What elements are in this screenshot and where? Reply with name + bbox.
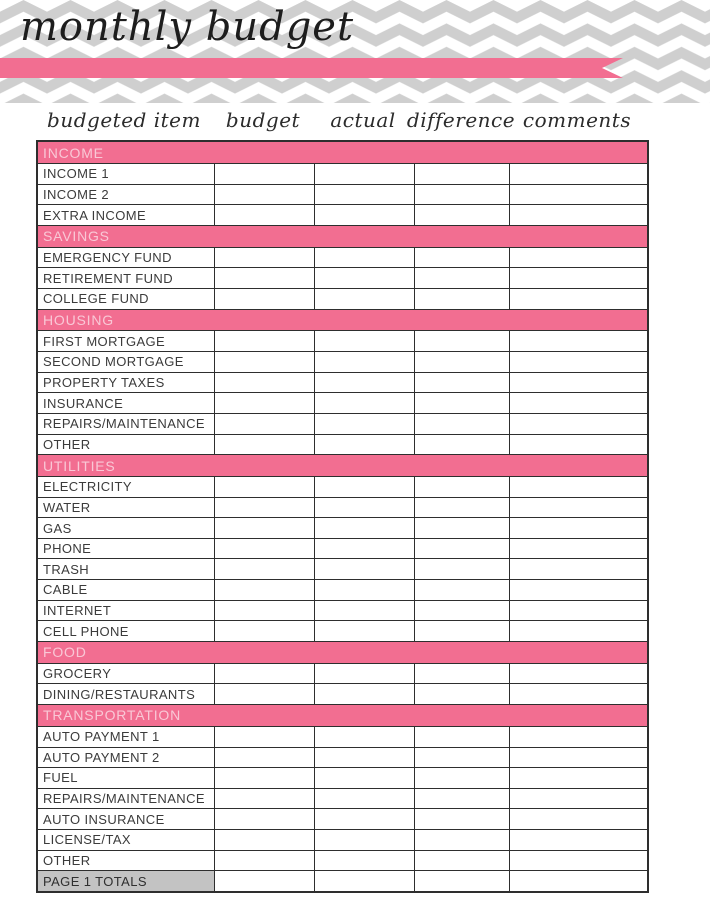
actual-cell xyxy=(314,788,414,809)
actual-cell xyxy=(314,268,414,289)
section-title: UTILITIES xyxy=(37,455,648,477)
budget-cell xyxy=(214,768,314,789)
actual-cell xyxy=(314,559,414,580)
comments-cell xyxy=(509,331,648,352)
actual-cell xyxy=(314,663,414,684)
comments-cell xyxy=(509,871,648,892)
actual-cell xyxy=(314,164,414,185)
row-label: AUTO PAYMENT 2 xyxy=(37,747,214,768)
difference-cell xyxy=(414,809,509,830)
difference-cell xyxy=(414,518,509,539)
actual-cell xyxy=(314,288,414,309)
budget-cell xyxy=(214,434,314,455)
budget-cell xyxy=(214,600,314,621)
section-title: TRANSPORTATION xyxy=(37,705,648,727)
difference-cell xyxy=(414,184,509,205)
difference-cell xyxy=(414,768,509,789)
column-header-comments: comments xyxy=(522,108,632,132)
row-label: FIRST MORTGAGE xyxy=(37,331,214,352)
comments-cell xyxy=(509,184,648,205)
budget-cell xyxy=(214,247,314,268)
comments-cell xyxy=(509,497,648,518)
row-label: INSURANCE xyxy=(37,393,214,414)
actual-cell xyxy=(314,726,414,747)
budget-cell xyxy=(214,871,314,892)
section-header-income xyxy=(37,141,648,164)
comments-cell xyxy=(509,809,648,830)
difference-cell xyxy=(414,434,509,455)
difference-cell xyxy=(414,621,509,642)
row-label: AUTO INSURANCE xyxy=(37,809,214,830)
table-row xyxy=(37,477,648,498)
table-row xyxy=(37,372,648,393)
budget-cell xyxy=(214,518,314,539)
section-header-housing xyxy=(37,309,648,331)
comments-cell xyxy=(509,621,648,642)
column-header-actual: actual xyxy=(330,108,396,132)
actual-cell xyxy=(314,538,414,559)
budget-cell xyxy=(214,580,314,601)
table-row xyxy=(37,205,648,226)
actual-cell xyxy=(314,850,414,871)
comments-cell xyxy=(509,164,648,185)
comments-cell xyxy=(509,559,648,580)
difference-cell xyxy=(414,871,509,892)
row-label: FUEL xyxy=(37,768,214,789)
table-row xyxy=(37,352,648,373)
section-title: FOOD xyxy=(37,641,648,663)
pink-ribbon-banner xyxy=(0,58,623,78)
row-label: CELL PHONE xyxy=(37,621,214,642)
comments-cell xyxy=(509,518,648,539)
budget-cell xyxy=(214,288,314,309)
actual-cell xyxy=(314,518,414,539)
table-row xyxy=(37,184,648,205)
row-label: PAGE 1 TOTALS xyxy=(37,871,214,892)
difference-cell xyxy=(414,829,509,850)
difference-cell xyxy=(414,393,509,414)
section-title: HOUSING xyxy=(37,309,648,331)
budget-cell xyxy=(214,809,314,830)
actual-cell xyxy=(314,413,414,434)
comments-cell xyxy=(509,247,648,268)
difference-cell xyxy=(414,497,509,518)
budget-cell xyxy=(214,164,314,185)
column-header-budget: budget xyxy=(225,108,301,132)
column-header-budgeted-item: budgeted item xyxy=(47,108,201,132)
actual-cell xyxy=(314,184,414,205)
difference-cell xyxy=(414,372,509,393)
comments-cell xyxy=(509,393,648,414)
budget-cell xyxy=(214,393,314,414)
actual-cell xyxy=(314,477,414,498)
budget-cell xyxy=(214,268,314,289)
budget-cell xyxy=(214,352,314,373)
table-row xyxy=(37,871,648,892)
section-header-savings xyxy=(37,225,648,247)
table-row xyxy=(37,600,648,621)
comments-cell xyxy=(509,288,648,309)
table-row xyxy=(37,580,648,601)
actual-cell xyxy=(314,331,414,352)
row-label: CABLE xyxy=(37,580,214,601)
actual-cell xyxy=(314,393,414,414)
section-header-utilities xyxy=(37,455,648,477)
comments-cell xyxy=(509,205,648,226)
row-label: LICENSE/TAX xyxy=(37,829,214,850)
table-row xyxy=(37,518,648,539)
table-row xyxy=(37,331,648,352)
table-row xyxy=(37,268,648,289)
comments-cell xyxy=(509,372,648,393)
actual-cell xyxy=(314,684,414,705)
section-header-transportation xyxy=(37,705,648,727)
table-row xyxy=(37,684,648,705)
actual-cell xyxy=(314,434,414,455)
row-label: SECOND MORTGAGE xyxy=(37,352,214,373)
budget-cell xyxy=(214,559,314,580)
actual-cell xyxy=(314,809,414,830)
budget-cell xyxy=(214,538,314,559)
actual-cell xyxy=(314,352,414,373)
comments-cell xyxy=(509,663,648,684)
budget-table xyxy=(36,140,649,893)
actual-cell xyxy=(314,372,414,393)
comments-cell xyxy=(509,788,648,809)
row-label: PROPERTY TAXES xyxy=(37,372,214,393)
table-row xyxy=(37,538,648,559)
row-label: TRASH xyxy=(37,559,214,580)
row-label: GROCERY xyxy=(37,663,214,684)
budget-cell xyxy=(214,372,314,393)
budget-cell xyxy=(214,726,314,747)
row-label: EXTRA INCOME xyxy=(37,205,214,226)
row-label: DINING/RESTAURANTS xyxy=(37,684,214,705)
section-title: INCOME xyxy=(37,141,648,164)
actual-cell xyxy=(314,247,414,268)
budget-table-body xyxy=(37,141,648,892)
difference-cell xyxy=(414,747,509,768)
difference-cell xyxy=(414,268,509,289)
table-row xyxy=(37,747,648,768)
difference-cell xyxy=(414,684,509,705)
actual-cell xyxy=(314,497,414,518)
row-label: OTHER xyxy=(37,850,214,871)
page-title: monthly budget xyxy=(20,4,355,50)
row-label: OTHER xyxy=(37,434,214,455)
row-label: EMERGENCY FUND xyxy=(37,247,214,268)
row-label: REPAIRS/MAINTENANCE xyxy=(37,788,214,809)
section-header-food xyxy=(37,641,648,663)
table-row xyxy=(37,621,648,642)
difference-cell xyxy=(414,580,509,601)
table-row xyxy=(37,434,648,455)
actual-cell xyxy=(314,829,414,850)
difference-cell xyxy=(414,788,509,809)
table-row xyxy=(37,497,648,518)
actual-cell xyxy=(314,600,414,621)
budget-cell xyxy=(214,184,314,205)
row-label: COLLEGE FUND xyxy=(37,288,214,309)
comments-cell xyxy=(509,268,648,289)
difference-cell xyxy=(414,850,509,871)
actual-cell xyxy=(314,580,414,601)
difference-cell xyxy=(414,331,509,352)
budget-cell xyxy=(214,331,314,352)
difference-cell xyxy=(414,600,509,621)
row-label: ELECTRICITY xyxy=(37,477,214,498)
comments-cell xyxy=(509,413,648,434)
difference-cell xyxy=(414,726,509,747)
row-label: AUTO PAYMENT 1 xyxy=(37,726,214,747)
column-headers xyxy=(0,104,710,140)
row-label: INTERNET xyxy=(37,600,214,621)
table-row xyxy=(37,393,648,414)
table-row xyxy=(37,768,648,789)
comments-cell xyxy=(509,434,648,455)
difference-cell xyxy=(414,288,509,309)
row-label: PHONE xyxy=(37,538,214,559)
budget-cell xyxy=(214,497,314,518)
comments-cell xyxy=(509,726,648,747)
difference-cell xyxy=(414,164,509,185)
comments-cell xyxy=(509,600,648,621)
table-row xyxy=(37,164,648,185)
table-row xyxy=(37,247,648,268)
table-row xyxy=(37,288,648,309)
budget-cell xyxy=(214,747,314,768)
comments-cell xyxy=(509,580,648,601)
difference-cell xyxy=(414,663,509,684)
actual-cell xyxy=(314,871,414,892)
comments-cell xyxy=(509,538,648,559)
budget-cell xyxy=(214,477,314,498)
table-row xyxy=(37,413,648,434)
row-label: INCOME 2 xyxy=(37,184,214,205)
budget-cell xyxy=(214,621,314,642)
comments-cell xyxy=(509,352,648,373)
difference-cell xyxy=(414,477,509,498)
actual-cell xyxy=(314,768,414,789)
table-row xyxy=(37,809,648,830)
difference-cell xyxy=(414,538,509,559)
column-header-difference: difference xyxy=(406,108,516,132)
difference-cell xyxy=(414,352,509,373)
actual-cell xyxy=(314,621,414,642)
comments-cell xyxy=(509,768,648,789)
budget-cell xyxy=(214,788,314,809)
comments-cell xyxy=(509,684,648,705)
budget-cell xyxy=(214,205,314,226)
section-title: SAVINGS xyxy=(37,225,648,247)
table-row xyxy=(37,726,648,747)
table-row xyxy=(37,850,648,871)
actual-cell xyxy=(314,205,414,226)
budget-cell xyxy=(214,829,314,850)
budget-cell xyxy=(214,684,314,705)
row-label: INCOME 1 xyxy=(37,164,214,185)
row-label: WATER xyxy=(37,497,214,518)
actual-cell xyxy=(314,747,414,768)
budget-cell xyxy=(214,663,314,684)
difference-cell xyxy=(414,413,509,434)
comments-cell xyxy=(509,850,648,871)
row-label: REPAIRS/MAINTENANCE xyxy=(37,413,214,434)
table-row xyxy=(37,788,648,809)
table-row xyxy=(37,559,648,580)
row-label: GAS xyxy=(37,518,214,539)
row-label: RETIREMENT FUND xyxy=(37,268,214,289)
comments-cell xyxy=(509,747,648,768)
difference-cell xyxy=(414,205,509,226)
budget-cell xyxy=(214,850,314,871)
table-row xyxy=(37,663,648,684)
comments-cell xyxy=(509,477,648,498)
table-row xyxy=(37,829,648,850)
budget-cell xyxy=(214,413,314,434)
comments-cell xyxy=(509,829,648,850)
difference-cell xyxy=(414,559,509,580)
difference-cell xyxy=(414,247,509,268)
